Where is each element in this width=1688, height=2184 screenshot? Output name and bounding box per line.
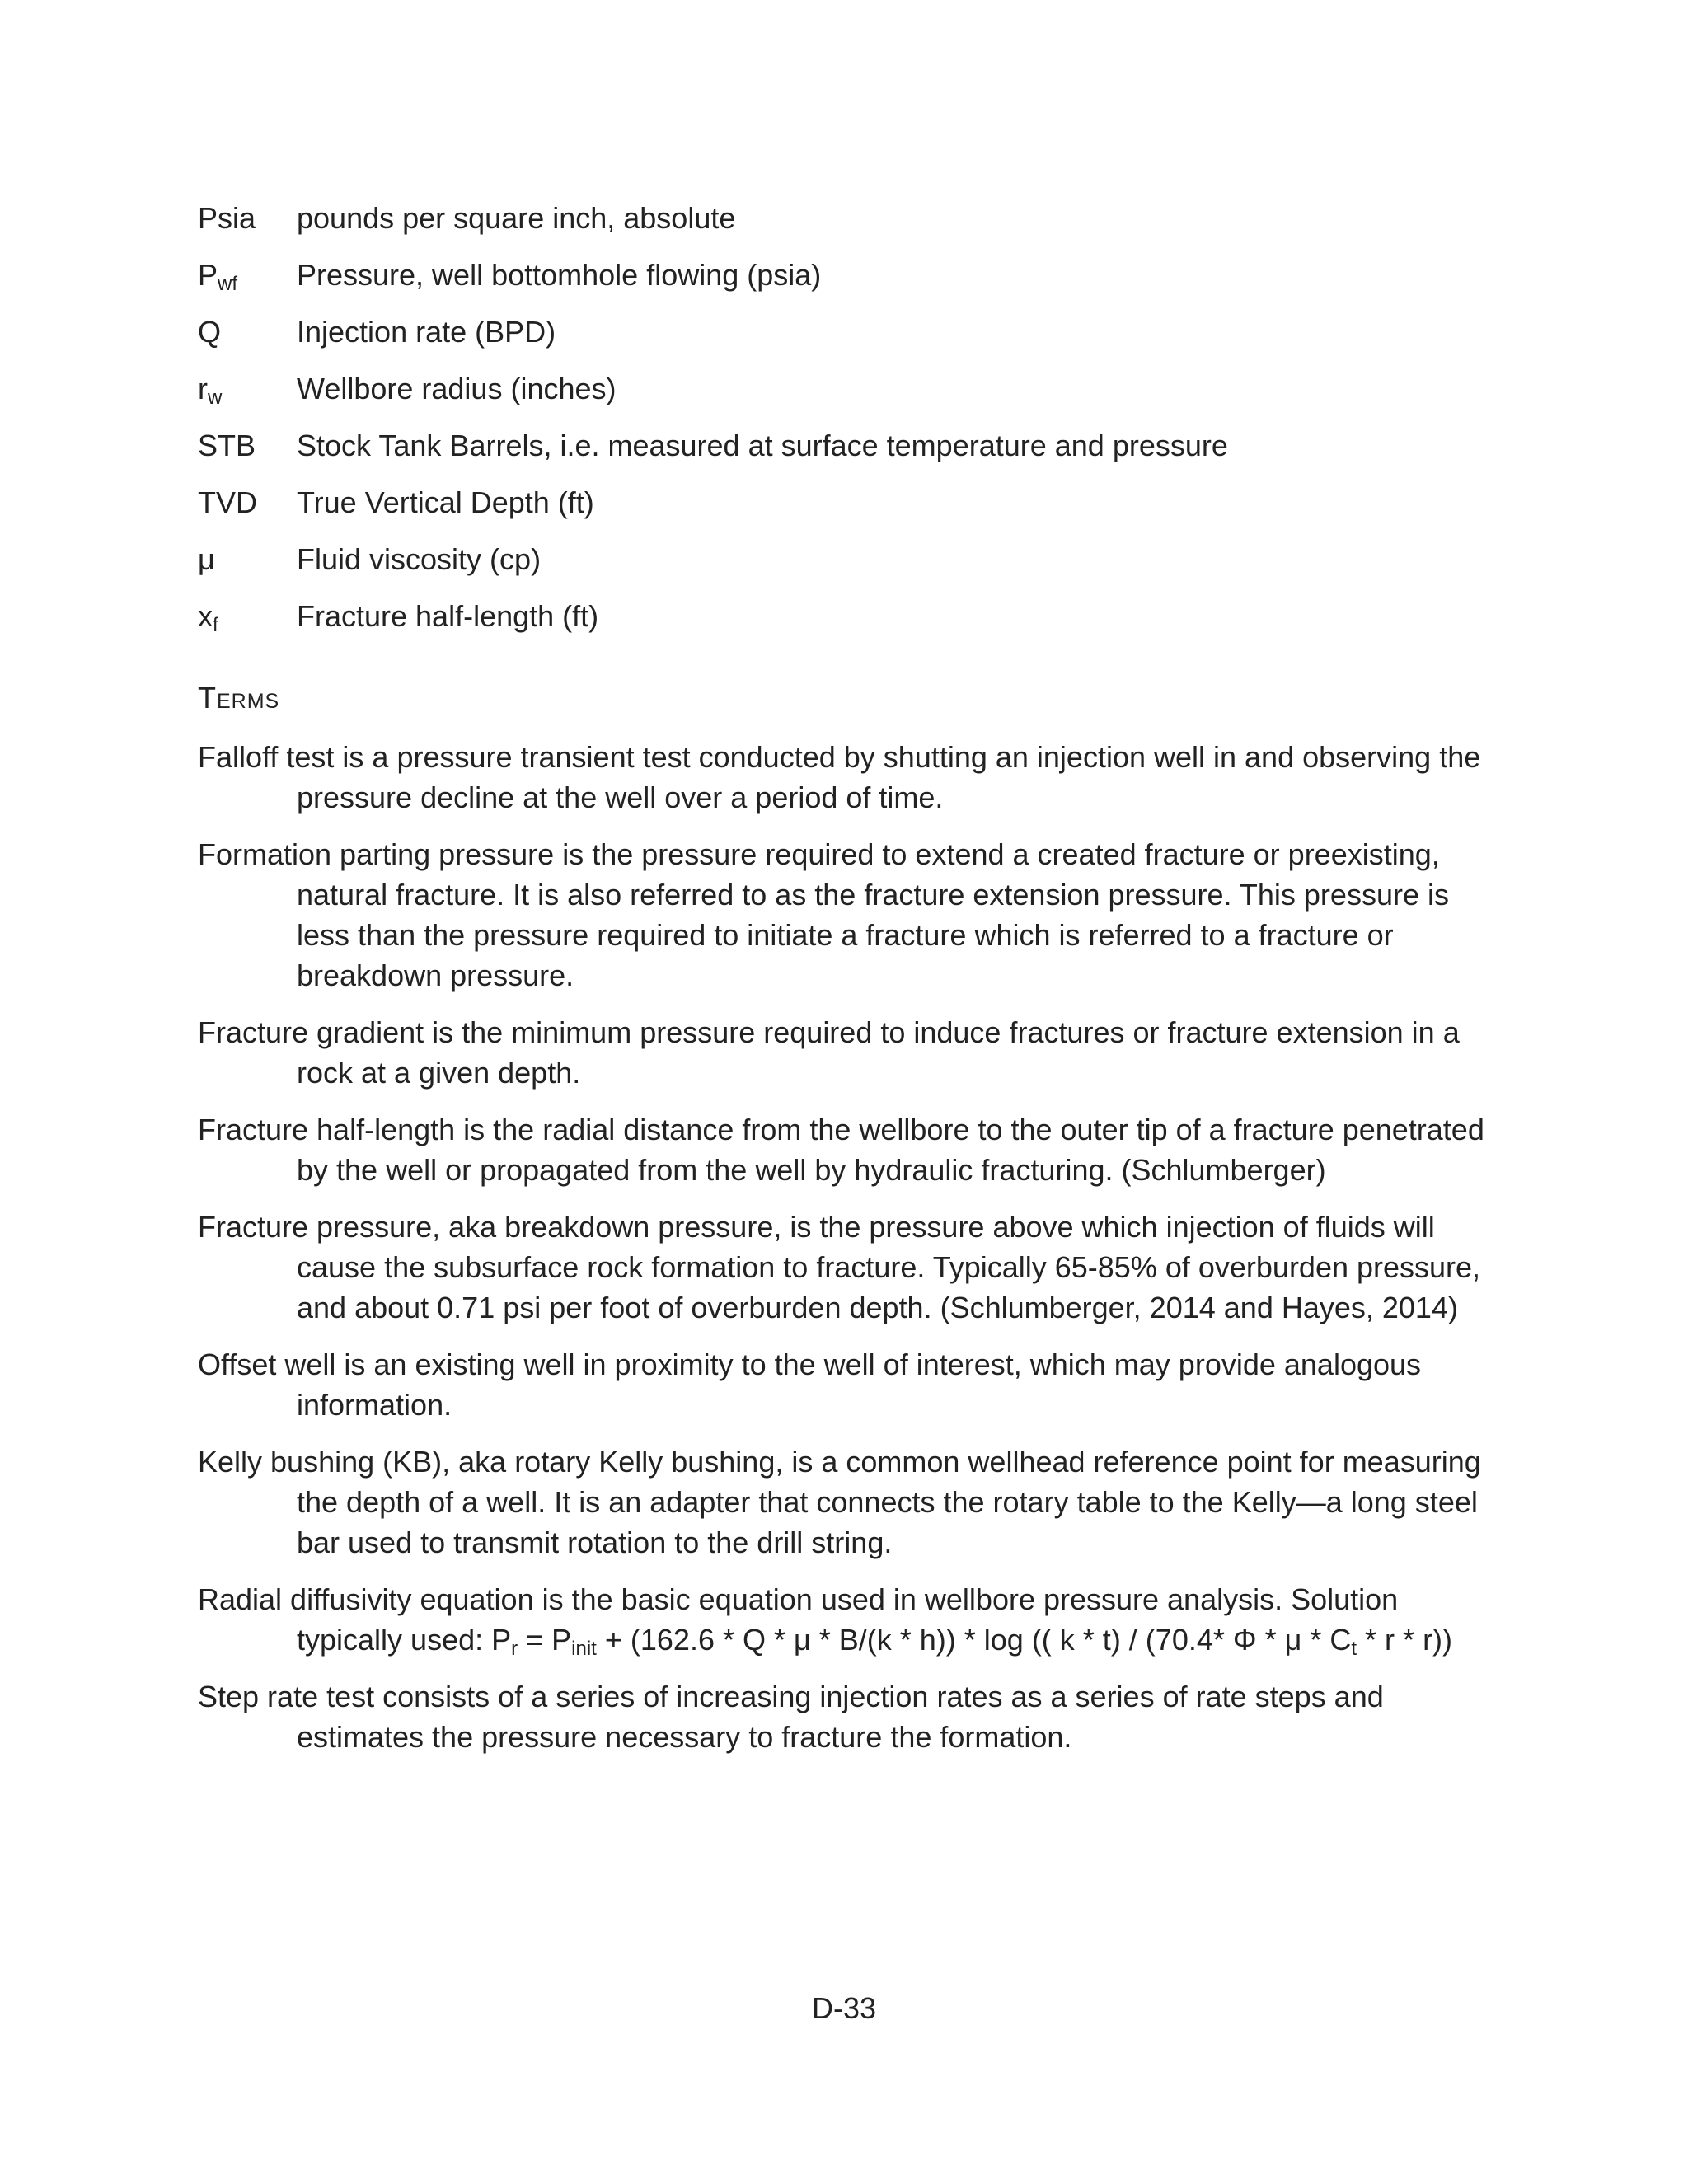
term-definition: is the basic equation used in wellbore pressure analysis. Solution typically used: bbox=[297, 1582, 1399, 1657]
term-name: Offset well bbox=[198, 1347, 336, 1381]
term-entry bbox=[198, 1676, 1500, 1757]
abbreviation-row bbox=[198, 368, 1500, 425]
abbreviation-definition: True Vertical Depth (ft) bbox=[297, 485, 594, 519]
abbreviation-row bbox=[198, 425, 1500, 482]
term-entry bbox=[198, 1012, 1500, 1093]
term-entry-radial-diffusivity bbox=[198, 1579, 1500, 1660]
abbreviation-list bbox=[198, 198, 1500, 653]
document-page bbox=[198, 198, 1500, 1774]
abbreviation-symbol: Q bbox=[198, 315, 222, 349]
abbreviation-symbol: $x_f$ bbox=[198, 599, 218, 636]
term-definition: is a pressure transient test conducted by shutting an injection well in and observing the pressure decline at the well over a period of time. bbox=[297, 740, 1481, 814]
abbreviation-symbol: TVD bbox=[198, 485, 257, 519]
abbreviation-definition: Stock Tank Barrels, i.e. measured at surface temperature and pressure bbox=[297, 429, 1228, 462]
term-name: Radial diffusivity equation bbox=[198, 1582, 534, 1616]
abbreviation-row bbox=[198, 255, 1500, 312]
term-entry bbox=[198, 737, 1500, 818]
abbreviation-symbol: STB bbox=[198, 429, 256, 462]
term-name: Kelly bushing bbox=[198, 1445, 375, 1479]
term-entry bbox=[198, 1109, 1500, 1190]
term-name: Fracture pressure bbox=[198, 1210, 433, 1244]
abbreviation-definition: pounds per square inch, absolute bbox=[297, 201, 736, 235]
abbreviation-definition: Fluid viscosity (cp) bbox=[297, 542, 542, 576]
abbreviation-row bbox=[198, 596, 1500, 653]
abbreviation-symbol: $P_{wf}$ bbox=[198, 258, 238, 295]
term-entry bbox=[198, 1344, 1500, 1425]
term-definition: is an existing well in proximity to the well of interest, which may provide analogous information. bbox=[297, 1347, 1422, 1422]
abbreviation-definition: Injection rate (BPD) bbox=[297, 315, 556, 349]
term-entry bbox=[198, 1207, 1500, 1328]
abbreviation-row bbox=[198, 482, 1500, 539]
abbreviation-definition: Wellbore radius (inches) bbox=[297, 372, 617, 405]
term-definition: (KB), aka rotary Kelly bushing, is a common wellhead reference point for measuring the depth of a well. It is an adapter that connects the rotary table to the Kelly—a long steel bar used to transmit rotation to the drill string. bbox=[297, 1445, 1481, 1559]
term-name: Fracture half-length bbox=[198, 1113, 456, 1146]
term-definition: , aka breakdown pressure, is the pressure above which injection of fluids will cause the subsurface rock formation to fracture. Typically 65-85% of overburden pressure, and about 0.71 psi per foot of overburden depth. (Schlumberger, 2014 and Hayes, 2014) bbox=[297, 1210, 1481, 1324]
page-number: D-33 bbox=[811, 1991, 877, 2025]
abbreviation-row bbox=[198, 198, 1500, 255]
term-entry bbox=[198, 1441, 1500, 1563]
term-entry bbox=[198, 834, 1500, 996]
abbreviation-row bbox=[198, 539, 1500, 596]
abbreviation-definition: Pressure, well bottomhole flowing (psia) bbox=[297, 258, 822, 292]
term-name: Step rate test bbox=[198, 1680, 375, 1713]
equation: $P_r = P_{init} + (162.6 * Q * \mu * B/(k * h)) * \log$ (( k * t) / (70.4* Φ * μ * $C_t$ * r * r)) bbox=[491, 1623, 1453, 1660]
term-definition: is the pressure required to extend a created fracture or preexisting, natural fracture. It is also referred to as the fracture extension pressure. This pressure is less than the pressure required to initiate a fracture which is referred to a fracture or breakdown pressure. bbox=[297, 837, 1449, 992]
abbreviation-symbol: $r_w$ bbox=[198, 372, 223, 409]
term-definition: is the radial distance from the wellbore to the outer tip of a fracture penetrated by the well or propagated from the well by hydraulic fracturing. (Schlumberger) bbox=[297, 1113, 1484, 1187]
term-name: Falloff test bbox=[198, 740, 335, 774]
terms-heading: Terms bbox=[198, 681, 280, 715]
abbreviation-symbol: Psia bbox=[198, 201, 256, 235]
term-definition: is the minimum pressure required to induce fractures or fracture extension in a rock at a given depth. bbox=[297, 1015, 1460, 1090]
term-name: Fracture gradient bbox=[198, 1015, 424, 1049]
abbreviation-row bbox=[198, 312, 1500, 368]
terms-list bbox=[198, 737, 1500, 1757]
abbreviation-definition: Fracture half-length (ft) bbox=[297, 599, 599, 633]
term-definition: consists of a series of increasing injection rates as a series of rate steps and estimates the pressure necessary to fracture the formation. bbox=[297, 1680, 1384, 1754]
abbreviation-symbol: μ bbox=[198, 542, 215, 576]
term-name: Formation parting pressure bbox=[198, 837, 555, 871]
